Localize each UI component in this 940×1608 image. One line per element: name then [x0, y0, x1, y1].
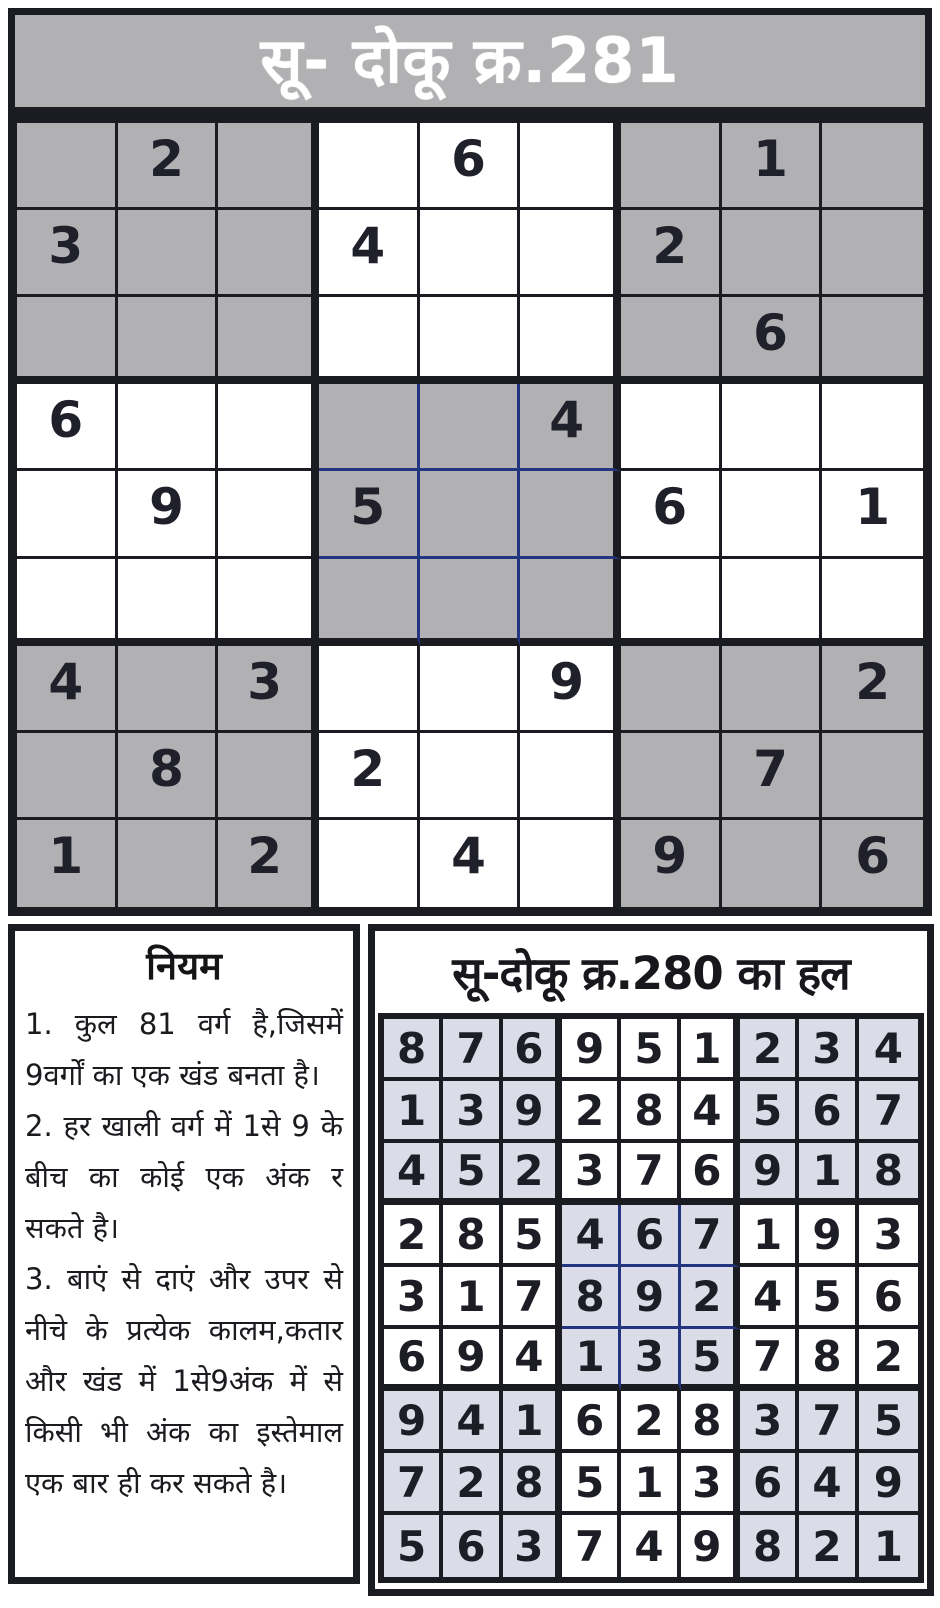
solution-cell-r7c8: 7 [799, 1391, 858, 1453]
puzzle-cell-r2c2[interactable] [118, 210, 219, 297]
solution-cell-r1c6: 1 [681, 1019, 740, 1081]
solution-cell-r5c7: 4 [740, 1267, 799, 1329]
solution-cell-r4c2: 8 [443, 1205, 502, 1267]
solution-cell-r4c8: 9 [799, 1205, 858, 1267]
solution-cell-r2c6: 4 [681, 1081, 740, 1143]
solution-cell-r3c1: 4 [384, 1143, 443, 1205]
solution-cell-r6c9: 2 [859, 1329, 918, 1391]
solution-cell-r1c9: 4 [859, 1019, 918, 1081]
puzzle-cell-r4c1[interactable]: 6 [17, 384, 118, 471]
solution-cell-r8c6: 3 [681, 1453, 740, 1515]
rule-item-2: 2. हर खाली वर्ग में 1से 9 के बीच का कोई एक अंक र सकते है। [25, 1109, 343, 1245]
puzzle-cell-r4c2[interactable] [118, 384, 219, 471]
puzzle-cell-r1c2[interactable]: 2 [118, 123, 219, 210]
puzzle-cell-r8c2[interactable]: 8 [118, 733, 219, 820]
puzzle-cell-r7c9[interactable]: 2 [822, 646, 923, 733]
puzzle-cell-r5c9[interactable]: 1 [822, 471, 923, 558]
solution-cell-r6c2: 9 [443, 1329, 502, 1391]
solution-cell-r5c2: 1 [443, 1267, 502, 1329]
puzzle-cell-r8c6[interactable] [520, 733, 621, 820]
solution-cell-r8c8: 4 [799, 1453, 858, 1515]
solution-cell-r7c3: 1 [503, 1391, 562, 1453]
solution-cell-r4c3: 5 [503, 1205, 562, 1267]
puzzle-cell-r2c6[interactable] [520, 210, 621, 297]
puzzle-cell-r1c6[interactable] [520, 123, 621, 210]
puzzle-cell-r4c6[interactable]: 4 [520, 384, 621, 471]
solution-grid [378, 1013, 924, 1583]
puzzle-cell-r7c7[interactable] [621, 646, 722, 733]
solution-cell-r5c4: 8 [562, 1267, 621, 1329]
solution-cell-r6c8: 8 [799, 1329, 858, 1391]
puzzle-cell-r3c4[interactable] [319, 297, 420, 384]
solution-cell-r1c2: 7 [443, 1019, 502, 1081]
rules-panel [8, 924, 360, 1584]
solution-cell-r9c2: 6 [443, 1515, 502, 1577]
solution-cell-r2c2: 3 [443, 1081, 502, 1143]
puzzle-cell-r2c9[interactable] [822, 210, 923, 297]
solution-cell-r9c3: 3 [503, 1515, 562, 1577]
puzzle-cell-r6c9[interactable] [822, 559, 923, 646]
solution-cell-r2c5: 8 [621, 1081, 680, 1143]
solution-cell-r8c5: 1 [621, 1453, 680, 1515]
solution-cell-r3c5: 7 [621, 1143, 680, 1205]
solution-cell-r1c4: 9 [562, 1019, 621, 1081]
puzzle-cell-r6c6[interactable] [520, 559, 621, 646]
puzzle-grid [8, 114, 932, 916]
puzzle-cell-r3c5[interactable] [420, 297, 521, 384]
solution-cell-r1c8: 3 [799, 1019, 858, 1081]
puzzle-cell-r6c1[interactable] [17, 559, 118, 646]
puzzle-cell-r9c5[interactable]: 4 [420, 820, 521, 907]
puzzle-cell-r8c5[interactable] [420, 733, 521, 820]
puzzle-cell-r2c8[interactable] [722, 210, 823, 297]
puzzle-cell-r3c7[interactable] [621, 297, 722, 384]
puzzle-cell-r6c7[interactable] [621, 559, 722, 646]
puzzle-cell-r9c2[interactable] [118, 820, 219, 907]
solution-cell-r5c6: 2 [681, 1267, 740, 1329]
solution-cell-r9c1: 5 [384, 1515, 443, 1577]
puzzle-cell-r7c2[interactable] [118, 646, 219, 733]
puzzle-cell-r3c8[interactable]: 6 [722, 297, 823, 384]
puzzle-cell-r4c5[interactable] [420, 384, 521, 471]
solution-cell-r4c1: 2 [384, 1205, 443, 1267]
solution-cell-r2c3: 9 [503, 1081, 562, 1143]
puzzle-cell-r1c1[interactable] [17, 123, 118, 210]
solution-cell-r1c5: 5 [621, 1019, 680, 1081]
puzzle-cell-r2c3[interactable] [218, 210, 319, 297]
solution-cell-r4c4: 4 [562, 1205, 621, 1267]
puzzle-cell-r8c7[interactable] [621, 733, 722, 820]
solution-cell-r8c7: 6 [740, 1453, 799, 1515]
solution-cell-r2c1: 1 [384, 1081, 443, 1143]
puzzle-cell-r8c9[interactable] [822, 733, 923, 820]
solution-cell-r1c7: 2 [740, 1019, 799, 1081]
puzzle-cell-r8c4[interactable]: 2 [319, 733, 420, 820]
solution-cell-r1c3: 6 [503, 1019, 562, 1081]
puzzle-cell-r2c5[interactable] [420, 210, 521, 297]
puzzle-cell-r4c4[interactable] [319, 384, 420, 471]
solution-cell-r3c7: 9 [740, 1143, 799, 1205]
solution-cell-r3c3: 2 [503, 1143, 562, 1205]
puzzle-cell-r9c3[interactable]: 2 [218, 820, 319, 907]
puzzle-cell-r1c9[interactable] [822, 123, 923, 210]
solution-cell-r6c5: 3 [621, 1329, 680, 1391]
solution-cell-r5c5: 9 [621, 1267, 680, 1329]
solution-cell-r6c4: 1 [562, 1329, 621, 1391]
puzzle-cell-r3c3[interactable] [218, 297, 319, 384]
solution-cell-r3c9: 8 [859, 1143, 918, 1205]
solution-cell-r3c6: 6 [681, 1143, 740, 1205]
solution-cell-r2c9: 7 [859, 1081, 918, 1143]
solution-cell-r9c8: 2 [799, 1515, 858, 1577]
solution-cell-r4c6: 7 [681, 1205, 740, 1267]
puzzle-cell-r4c3[interactable] [218, 384, 319, 471]
solution-cell-r2c8: 6 [799, 1081, 858, 1143]
solution-cell-r7c7: 3 [740, 1391, 799, 1453]
solution-cell-r8c9: 9 [859, 1453, 918, 1515]
solution-cell-r7c9: 5 [859, 1391, 918, 1453]
puzzle-cell-r5c3[interactable] [218, 471, 319, 558]
solution-cell-r6c7: 7 [740, 1329, 799, 1391]
solution-cell-r5c8: 5 [799, 1267, 858, 1329]
puzzle-cell-r2c4[interactable]: 4 [319, 210, 420, 297]
puzzle-cell-r2c1[interactable]: 3 [17, 210, 118, 297]
puzzle-cell-r5c4[interactable]: 5 [319, 471, 420, 558]
puzzle-cell-r9c1[interactable]: 1 [17, 820, 118, 907]
solution-cell-r7c2: 4 [443, 1391, 502, 1453]
solution-cell-r7c4: 6 [562, 1391, 621, 1453]
solution-cell-r8c4: 5 [562, 1453, 621, 1515]
puzzle-cell-r9c7[interactable]: 9 [621, 820, 722, 907]
puzzle-cell-r4c9[interactable] [822, 384, 923, 471]
puzzle-cell-r5c8[interactable] [722, 471, 823, 558]
puzzle-cell-r6c3[interactable] [218, 559, 319, 646]
puzzle-title-bar [8, 8, 932, 114]
solution-cell-r8c1: 7 [384, 1453, 443, 1515]
rule-item-3: 3. बाएं से दाएं और उपर से नीचे के प्रत्येक कालम,कतार और खंड में 1से9अंक में से किसी भी अंक का इस्तेमाल एक बार ही कर सकते है। [25, 1262, 343, 1500]
solution-cell-r9c6: 9 [681, 1515, 740, 1577]
puzzle-cell-r1c5[interactable]: 6 [420, 123, 521, 210]
puzzle-cell-r7c5[interactable] [420, 646, 521, 733]
solution-cell-r2c7: 5 [740, 1081, 799, 1143]
puzzle-cell-r7c1[interactable]: 4 [17, 646, 118, 733]
solution-cell-r7c1: 9 [384, 1391, 443, 1453]
puzzle-cell-r9c8[interactable] [722, 820, 823, 907]
puzzle-cell-r7c3[interactable]: 3 [218, 646, 319, 733]
solution-cell-r3c8: 1 [799, 1143, 858, 1205]
solution-cell-r6c6: 5 [681, 1329, 740, 1391]
solution-cell-r4c5: 6 [621, 1205, 680, 1267]
solution-cell-r6c1: 6 [384, 1329, 443, 1391]
puzzle-cell-r5c5[interactable] [420, 471, 521, 558]
solution-cell-r5c1: 3 [384, 1267, 443, 1329]
puzzle-cell-r6c8[interactable] [722, 559, 823, 646]
solution-cell-r5c9: 6 [859, 1267, 918, 1329]
puzzle-cell-r4c7[interactable] [621, 384, 722, 471]
puzzle-title: सू- दोकू क्र.281 [260, 24, 680, 97]
puzzle-cell-r7c4[interactable] [319, 646, 420, 733]
puzzle-cell-r9c6[interactable] [520, 820, 621, 907]
puzzle-cell-r1c7[interactable] [621, 123, 722, 210]
puzzle-cell-r5c1[interactable] [17, 471, 118, 558]
puzzle-cell-r6c2[interactable] [118, 559, 219, 646]
puzzle-cell-r2c7[interactable]: 2 [621, 210, 722, 297]
puzzle-cell-r8c3[interactable] [218, 733, 319, 820]
solution-cell-r2c4: 2 [562, 1081, 621, 1143]
puzzle-cell-r9c4[interactable] [319, 820, 420, 907]
puzzle-cell-r3c6[interactable] [520, 297, 621, 384]
solution-cell-r4c9: 3 [859, 1205, 918, 1267]
puzzle-cell-r7c6[interactable]: 9 [520, 646, 621, 733]
solution-cell-r3c4: 3 [562, 1143, 621, 1205]
solution-cell-r1c1: 8 [384, 1019, 443, 1081]
rules-heading: नियम [146, 944, 222, 988]
puzzle-cell-r8c8[interactable]: 7 [722, 733, 823, 820]
puzzle-cell-r9c9[interactable]: 6 [822, 820, 923, 907]
puzzle-cell-r7c8[interactable] [722, 646, 823, 733]
puzzle-cell-r5c6[interactable] [520, 471, 621, 558]
solution-cell-r9c7: 8 [740, 1515, 799, 1577]
solution-panel [368, 924, 934, 1596]
solution-cell-r7c6: 8 [681, 1391, 740, 1453]
solution-cell-r7c5: 2 [621, 1391, 680, 1453]
puzzle-cell-r4c8[interactable] [722, 384, 823, 471]
puzzle-cell-r3c1[interactable] [17, 297, 118, 384]
rule-item-1: 1. कुल 81 वर्ग है,जिसमें 9वर्गों का एक खंड बनता है। [25, 1007, 343, 1092]
solution-cell-r9c4: 7 [562, 1515, 621, 1577]
puzzle-cell-r6c5[interactable] [420, 559, 521, 646]
puzzle-cell-r6c4[interactable] [319, 559, 420, 646]
solution-cell-r9c5: 4 [621, 1515, 680, 1577]
puzzle-cell-r8c1[interactable] [17, 733, 118, 820]
solution-cell-r3c2: 5 [443, 1143, 502, 1205]
puzzle-cell-r1c4[interactable] [319, 123, 420, 210]
solution-cell-r5c3: 7 [503, 1267, 562, 1329]
solution-cell-r6c3: 4 [503, 1329, 562, 1391]
solution-heading: सू-दोकू क्र.280 का हल [452, 946, 850, 1000]
solution-cell-r8c2: 2 [443, 1453, 502, 1515]
puzzle-cell-r5c2[interactable]: 9 [118, 471, 219, 558]
puzzle-cell-r1c3[interactable] [218, 123, 319, 210]
solution-cell-r4c7: 1 [740, 1205, 799, 1267]
solution-cell-r9c9: 1 [859, 1515, 918, 1577]
puzzle-cell-r3c2[interactable] [118, 297, 219, 384]
puzzle-cell-r3c9[interactable] [822, 297, 923, 384]
solution-cell-r8c3: 8 [503, 1453, 562, 1515]
puzzle-cell-r1c8[interactable]: 1 [722, 123, 823, 210]
puzzle-cell-r5c7[interactable]: 6 [621, 471, 722, 558]
